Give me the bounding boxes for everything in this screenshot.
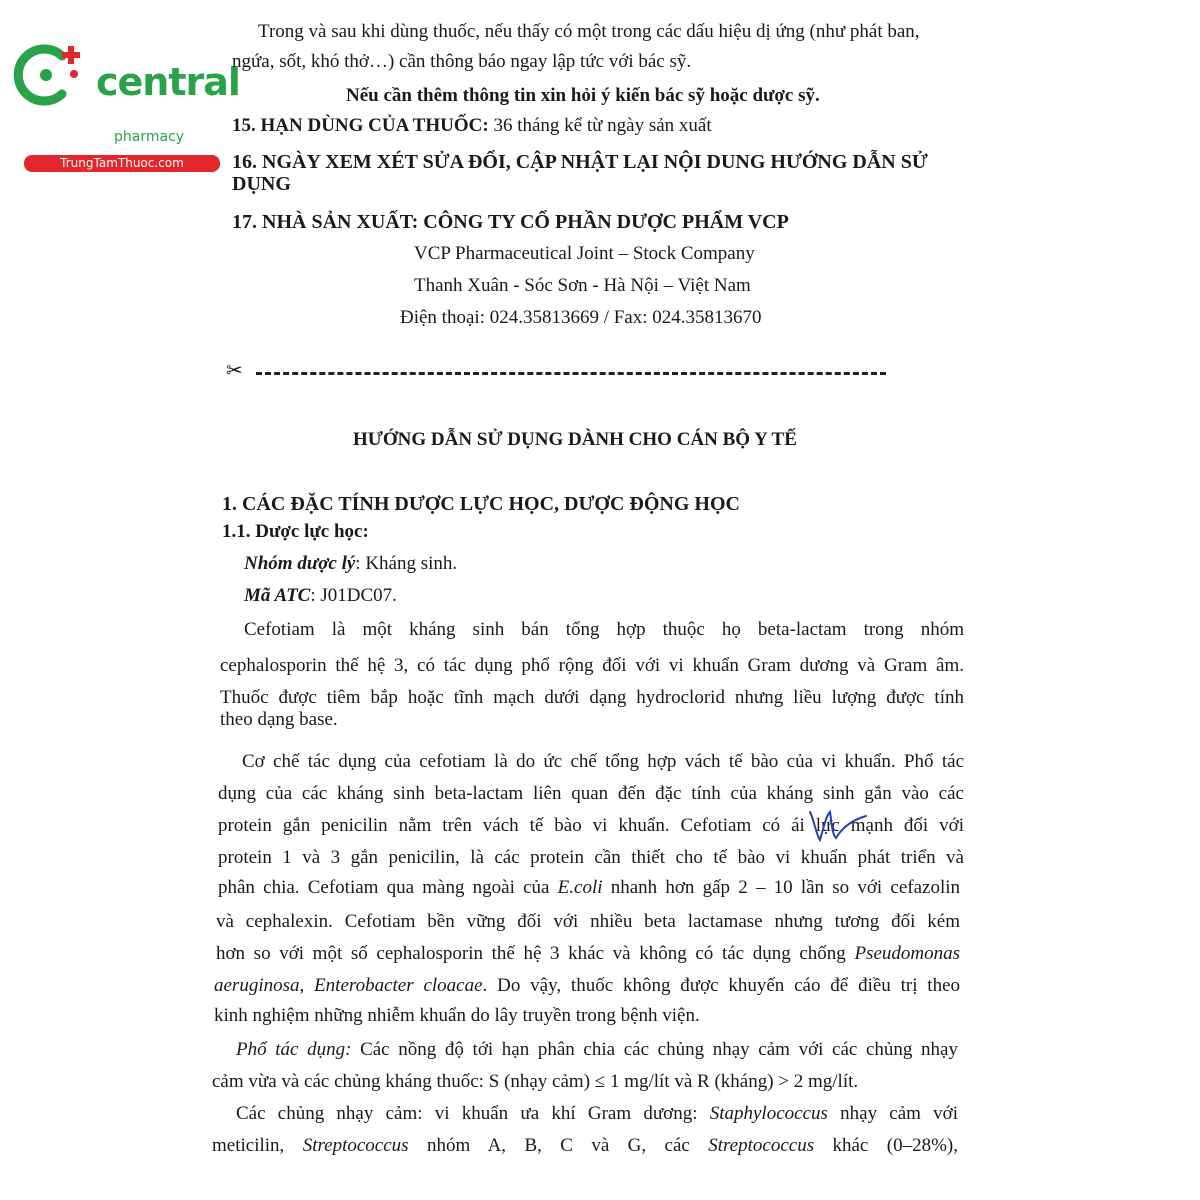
paragraph-2-line-7 [216, 942, 960, 966]
p4-l1-text-a: Các chủng nhạy cảm: vi khuẩn ưa khí Gram dương: [236, 1103, 710, 1124]
atc-code-label: Mã ATC [244, 585, 311, 606]
p4-l2-text-a: meticilin, [212, 1135, 303, 1156]
central-pharmacy-logo [10, 38, 240, 170]
p4-l2-strep-2: Streptococcus [708, 1135, 815, 1156]
professional-guide-title: HƯỚNG DẪN SỬ DỤNG DÀNH CHO CÁN BỘ Y TẾ [353, 429, 797, 450]
paragraph-2-line-8 [214, 974, 960, 998]
allergy-warning-line-1: Trong và sau khi dùng thuốc, nếu thấy có một trong các dấu hiệu dị ứng (như phát ban, [258, 21, 920, 42]
cut-line [226, 360, 886, 380]
paragraph-2-line-4: protein 1 và 3 gắn penicilin, là các protein cần thiết cho tế bào vi khuẩn phát triển và [218, 847, 964, 868]
heading-section-1: 1. CÁC ĐẶC TÍNH DƯỢC LỰC HỌC, DƯỢC ĐỘNG HỌC [222, 493, 740, 515]
p2-l7-text-a: hơn so với một số cephalosporin thế hệ 3 khác và không có tác dụng chống [216, 943, 855, 964]
paragraph-3-line-1 [236, 1038, 958, 1062]
section-15-value: 36 tháng kể từ ngày sản xuất [488, 115, 712, 136]
atc-code-value: : J01DC07. [310, 585, 397, 606]
dashed-divider [256, 372, 886, 375]
paragraph-2-line-3: protein gắn penicilin nằm trên vách tế bào vi khuẩn. Cefotiam có ái lực mạnh đối với [218, 815, 964, 836]
logo-website[interactable]: TrungTamThuoc.com [24, 155, 220, 172]
paragraph-1-line-2: cephalosporin thế hệ 3, có tác dụng phổ rộng đối với vi khuẩn Gram dương và Gram âm. [220, 655, 964, 676]
paragraph-4-line-1 [236, 1102, 958, 1126]
section-16-line-1: 16. NGÀY XEM XÉT SỬA ĐỔI, CẬP NHẬT LẠI NỘI DUNG HƯỚNG DẪN SỬ [232, 151, 928, 173]
p4-l1-staph: Staphylococcus [709, 1103, 828, 1124]
pharmacological-group-label: Nhóm dược lý [244, 553, 356, 574]
atc-code [244, 584, 397, 608]
section-16-line-2: DỤNG [232, 173, 291, 195]
section-15 [232, 114, 712, 138]
pharmacological-group-value: : Kháng sinh. [355, 553, 458, 574]
paragraph-4-line-2 [212, 1134, 958, 1158]
paragraph-2-line-6: và cephalexin. Cefotiam bền vững đối với nhiều beta lactamase nhưng tương đối kém [216, 911, 960, 932]
heading-section-1-1: 1.1. Dược lực học: [222, 521, 369, 542]
pharmacological-group [244, 552, 457, 576]
paragraph-2-line-9: kinh nghiệm những nhiễm khuẩn do lây truyền trong bệnh viện. [214, 1005, 700, 1026]
more-info-note: Nếu cần thêm thông tin xin hỏi ý kiến bác sỹ hoặc dược sỹ. [346, 85, 820, 106]
paragraph-2-line-1: Cơ chế tác dụng của cefotiam là do ức chế tổng hợp vách tế bào của vi khuẩn. Phổ tác [242, 751, 964, 772]
logo-brand-name: central [96, 60, 240, 104]
section-17-manufacturer: 17. NHÀ SẢN XUẤT: CÔNG TY CỔ PHẦN DƯỢC PHẨM VCP [232, 211, 789, 233]
p2-l7-pseudomonas: Pseudomonas [854, 943, 960, 964]
p4-l1-text-c: nhạy cảm với [827, 1103, 958, 1124]
handwritten-mark [808, 806, 868, 846]
p2-l5-text-c: nhanh hơn gấp 2 – 10 lần so với cefazolin [602, 877, 960, 898]
central-logo-icon [10, 38, 90, 108]
paragraph-1-line-1: Cefotiam là một kháng sinh bán tổng hợp thuộc họ beta-lactam trong nhóm [244, 619, 964, 640]
p4-l2-strep-1: Streptococcus [302, 1135, 409, 1156]
manufacturer-phone-fax: Điện thoại: 024.35813669 / Fax: 024.35813670 [400, 307, 762, 328]
p2-l5-ecoli: E.coli [557, 877, 603, 898]
p4-l2-text-c: nhóm A, B, C và G, các [408, 1135, 709, 1156]
p4-l2-text-e: khác (0–28%), [814, 1135, 958, 1156]
manufacturer-name-en: VCP Pharmaceutical Joint – Stock Company [414, 243, 755, 264]
paragraph-3-line-2: cảm vừa và các chủng kháng thuốc: S (nhạy cảm) ≤ 1 mg/lít và R (kháng) > 2 mg/lít. [212, 1071, 859, 1092]
paragraph-1-line-4: theo dạng base. [220, 709, 338, 730]
paragraph-2-line-2: dụng của các kháng sinh beta-lactam liên quan đến đặc tính của kháng sinh gắn vào các [218, 783, 964, 804]
spectrum-label: Phổ tác dụng: [236, 1039, 352, 1060]
p2-l8-bacteria: aeruginosa, Enterobacter cloacae [214, 975, 483, 996]
manufacturer-address: Thanh Xuân - Sóc Sơn - Hà Nội – Việt Nam [414, 275, 751, 296]
p2-l8-text-b: . Do vậy, thuốc không được khuyến cáo để điều trị theo [482, 975, 961, 996]
paragraph-2-line-5 [218, 876, 960, 900]
scissors-icon: ✂ [226, 358, 243, 382]
p3-l1-text: Các nồng độ tới hạn phân chia các chủng nhạy cảm với các chủng nhạy [351, 1039, 958, 1060]
section-15-label: 15. HẠN DÙNG CỦA THUỐC: [232, 115, 489, 136]
paragraph-1-line-3: Thuốc được tiêm bắp hoặc tĩnh mạch dưới dạng hydroclorid nhưng liều lượng được tính [220, 687, 964, 708]
allergy-warning-line-2: ngứa, sốt, khó thở…) cần thông báo ngay lập tức với bác sỹ. [232, 51, 692, 72]
logo-subtitle: pharmacy [114, 129, 185, 145]
p2-l5-text-a: phân chia. Cefotiam qua màng ngoài của [218, 877, 558, 898]
